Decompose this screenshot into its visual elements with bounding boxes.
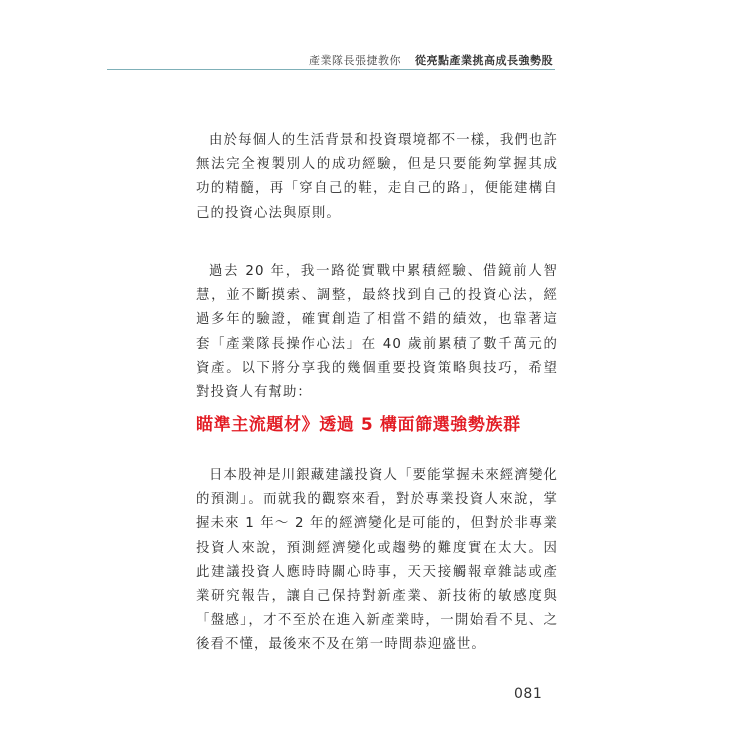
section-heading: 瞄準主流題材》透過 5 構面篩選強勢族群 <box>196 415 521 435</box>
series-title: 產業隊長張捷教你 <box>309 54 401 67</box>
running-header <box>309 52 553 68</box>
body-paragraph-1: 由於每個人的生活背景和投資環境都不一樣，我們也許無法完全複製別人的成功經驗，但是只要能夠掌握其成功的精髓，再「穿自己的鞋，走自己的路」，便能建構自己的投資心法與原則。 <box>196 133 558 221</box>
body-paragraph-2: 過去 20 年，我一路從實戰中累積經驗、借鏡前人智慧，並不斷摸索、調整，最終找到自己的投資心法，經過多年的驗證，確實創造了相當不錯的績效，也靠著這套「產業隊長操作心法」在 40 歲前累積了數千萬元的資產。以下將分享我的幾個重要投資策略與技巧，希望對投資人有幫助： <box>196 264 558 401</box>
book-title: 從亮點產業挑高成長強勢股 <box>415 54 553 67</box>
section-paragraph: 日本股神是川銀藏建議投資人「要能掌握未來經濟變化的預測」。而就我的觀察來看，對於專業投資人來說，掌握未來 1 年～ 2 年的經濟變化是可能的，但對於非專業投資人來說，預測經濟變化或趨勢的難度實在太大。因此建議投資人應時時關心時事，天天接觸報章雜誌或產業研究報告，讓自己保持對新產業、新技術的敏感度與「盤感」，才不至於在進入新產業時，一開始看不見、之後看不懂，最後來不及在第一時間恭迎盛世。 <box>196 468 558 653</box>
page-number: 081 <box>514 686 543 702</box>
header-rule <box>107 69 555 70</box>
